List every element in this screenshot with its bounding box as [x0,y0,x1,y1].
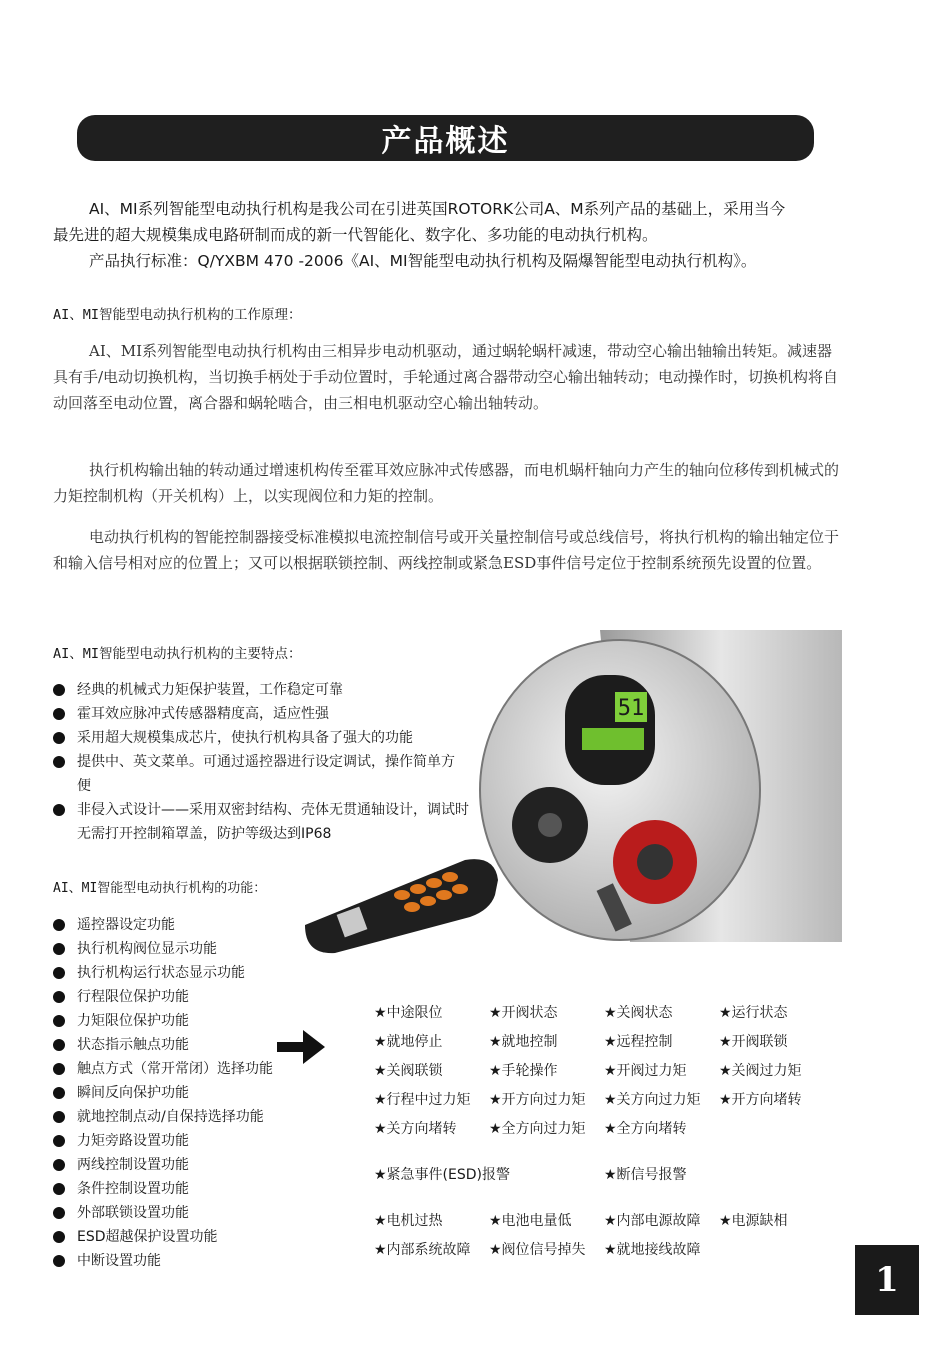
list-item: 瞬间反向保护功能 [53,1081,313,1105]
list-item: 力矩限位保护功能 [53,1009,313,1033]
bullet-icon [53,684,65,696]
page-number: 1 [855,1245,919,1315]
principle-para-2: 执行机构输出轴的转动通过增速机构传至霍耳效应脉冲式传感器，而电机蜗杆轴向力产生的轴向位移传到机械式的力矩控制机构（开关机构）上，以实现阀位和力矩的控制。 [53,461,840,505]
list-item: 提供中、英文菜单。可通过遥控器进行设定调试，操作简单方便 [53,750,467,798]
page-title: 产品概述 [381,124,510,159]
bullet-icon [53,1255,65,1267]
bullet-icon [53,1159,65,1171]
bullet-icon [53,708,65,720]
list-item: 就地控制点动/自保持选择功能 [53,1105,313,1129]
intro-line-3: 产品执行标准：Q/YXBM 470 -2006《AI、MI智能型电动执行机构及隔爆智能型电动执行机构》。 [89,252,757,270]
bullet-icon [53,1087,65,1099]
title-bar [77,115,814,161]
actuator-image [470,630,842,942]
indicator-row: ★电机过热 ★电池电量低 ★内部电源故障 ★电源缺相 [374,1212,788,1229]
bullet-icon [53,943,65,955]
intro-paragraph [53,196,853,274]
functions-list [53,913,313,1273]
list-item: 执行机构阀位显示功能 [53,937,313,961]
bullet-icon [53,1111,65,1123]
bullet-icon [53,732,65,744]
list-item: 非侵入式设计——采用双密封结构、壳体无贯通轴设计，调试时无需打开控制箱罩盖，防护等级达到IP68 [53,798,472,846]
principle-heading: AI、MI智能型电动执行机构的工作原理： [53,307,302,323]
features-list [53,678,473,846]
list-item: 执行机构运行状态显示功能 [53,961,313,985]
list-item: 中断设置功能 [53,1249,313,1273]
indicator-row: ★行程中过力矩 ★开方向过力矩 ★关方向过力矩 ★开方向堵转 [374,1091,802,1108]
indicator-row: ★紧急事件(ESD)报警 ★断信号报警 [374,1166,687,1183]
bullet-icon [53,1015,65,1027]
indicator-row: ★中途限位 ★开阀状态 ★关阀状态 ★运行状态 [374,1004,788,1021]
arrow-right-icon [277,1030,325,1064]
indicator-row: ★关阀联锁 ★手轮操作 ★开阀过力矩 ★关阀过力矩 [374,1062,802,1079]
bullet-icon [53,1063,65,1075]
bullet-icon [53,919,65,931]
indicator-row: ★关方向堵转 ★全方向过力矩 ★全方向堵转 [374,1120,687,1137]
list-item: 状态指示触点功能 [53,1033,313,1057]
principle-para-1: AI、MI系列智能型电动执行机构由三相异步电动机驱动，通过蜗轮蜗杆减速，带动空心输出轴输出转矩。减速器具有手/电动切换机构，当切换手柄处于手动位置时，手轮通过离合器带动空心输出轴转动；电动操作时，切换机构将自动回落至电动位置，离合器和蜗轮啮合，由三相电机驱动空心输出轴转动。 [53,342,839,412]
list-item: 经典的机械式力矩保护装置，工作稳定可靠 [53,678,473,702]
intro-line-1: AI、MI系列智能型电动执行机构是我公司在引进英国ROTORK公司A、M系列产品的基础上，采用当今 [89,200,786,218]
bullet-icon [53,1183,65,1195]
remote-control-image [300,855,500,955]
features-heading: AI、MI智能型电动执行机构的主要特点： [53,646,302,662]
list-item: 行程限位保护功能 [53,985,313,1009]
list-item: 遥控器设定功能 [53,913,313,937]
indicator-grid [374,997,834,1263]
list-item: 霍耳效应脉冲式传感器精度高，适应性强 [53,702,473,726]
bullet-icon [53,991,65,1003]
bullet-icon [53,1231,65,1243]
bullet-icon [53,1039,65,1051]
functions-heading: AI、MI智能型电动执行机构的功能： [53,881,267,896]
list-item: 条件控制设置功能 [53,1177,313,1201]
bullet-icon [53,756,65,768]
bullet-icon [53,967,65,979]
list-item: 两线控制设置功能 [53,1153,313,1177]
indicator-row: ★就地停止 ★就地控制 ★远程控制 ★开阀联锁 [374,1033,788,1050]
list-item: ESD超越保护设置功能 [53,1225,313,1249]
list-item: 外部联锁设置功能 [53,1201,313,1225]
bullet-icon [53,1135,65,1147]
principle-para-3: 电动执行机构的智能控制器接受标准模拟电流控制信号或开关量控制信号或总线信号，将执行机构的输出轴定位于和输入信号相对应的位置上；又可以根据联锁控制、两线控制或紧急ESD事件信号定位于控制系统预先设置的位置。 [53,528,840,572]
indicator-row: ★内部系统故障 ★阀位信号掉失 ★就地接线故障 [374,1241,701,1258]
intro-line-2: 最先进的超大规模集成电路研制而成的新一代智能化、数字化、多功能的电动执行机构。 [53,226,658,244]
bullet-icon [53,1207,65,1219]
bullet-icon [53,804,65,816]
list-item: 触点方式（常开常闭）选择功能 [53,1057,313,1081]
device-display-value: 51 [617,696,645,721]
list-item: 采用超大规模集成芯片，使执行机构具备了强大的功能 [53,726,473,750]
list-item: 力矩旁路设置功能 [53,1129,313,1153]
